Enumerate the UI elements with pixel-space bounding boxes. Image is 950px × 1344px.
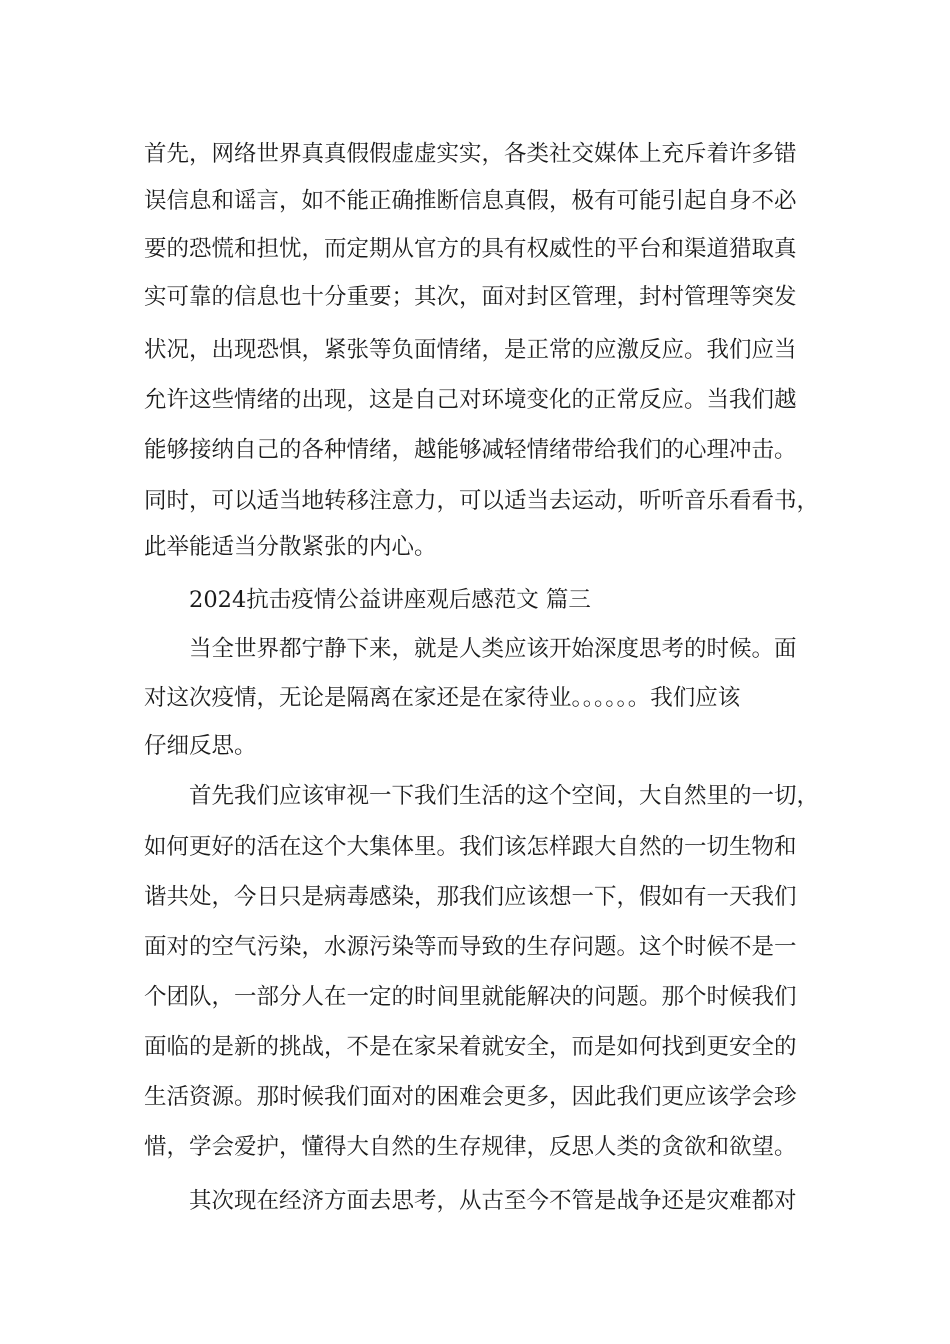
text-line: 面对的空气污染，水源污染等而导致的生存问题。这个时候不是一 bbox=[144, 934, 797, 960]
text-line: 误信息和谣言，如不能正确推断信息真假，极有可能引起自身不必 bbox=[144, 188, 797, 214]
text-line: 如何更好的活在这个大集体里。我们该怎样跟大自然的一切生物和 bbox=[144, 834, 797, 860]
text-line: 能够接纳自己的各种情绪，越能够减轻情绪带给我们的心理冲击。 bbox=[144, 437, 797, 463]
text-line: 允许这些情绪的出现，这是自己对环境变化的正常反应。当我们越 bbox=[144, 387, 797, 413]
text-line: 谐共处，今日只是病毒感染，那我们应该想一下，假如有一天我们 bbox=[144, 884, 797, 910]
text-line: 生活资源。那时候我们面对的困难会更多，因此我们更应该学会珍 bbox=[144, 1084, 797, 1110]
text-line: 实可靠的信息也十分重要；其次，面对封区管理，封村管理等突发 bbox=[144, 284, 797, 310]
text-line: 仔细反思。 bbox=[144, 733, 257, 759]
text-line: 同时，可以适当地转移注意力，可以适当去运动，听听音乐看看书， bbox=[144, 488, 820, 514]
text-line: 要的恐慌和担忧，而定期从官方的具有权威性的平台和渠道猎取真 bbox=[144, 236, 797, 262]
text-line: 当全世界都宁静下来，就是人类应该开始深度思考的时候。面 bbox=[189, 636, 797, 662]
text-line: 其次现在经济方面去思考，从古至今不管是战争还是灾难都对 bbox=[189, 1188, 797, 1214]
text-line: 个团队，一部分人在一定的时间里就能解决的问题。那个时候我们 bbox=[144, 984, 797, 1010]
text-line: 状况，出现恐惧，紧张等负面情绪，是正常的应激反应。我们应当 bbox=[144, 337, 797, 363]
text-line: 首先，网络世界真真假假虚虚实实，各类社交媒体上充斥着许多错 bbox=[144, 141, 797, 167]
text-line: 惜，学会爱护，懂得大自然的生存规律，反思人类的贪欲和欲望。 bbox=[144, 1134, 797, 1160]
text-line: 首先我们应该审视一下我们生活的这个空间，大自然里的一切， bbox=[189, 783, 820, 809]
text-line: 对这次疫情，无论是隔离在家还是在家待业。。。。。。我们应该 bbox=[144, 685, 741, 711]
section-heading: 2024抗击疫情公益讲座观后感范文 篇三 bbox=[189, 587, 591, 613]
text-line: 此举能适当分散紧张的内心。 bbox=[144, 534, 437, 560]
text-line: 面临的是新的挑战，不是在家呆着就安全，而是如何找到更安全的 bbox=[144, 1034, 797, 1060]
